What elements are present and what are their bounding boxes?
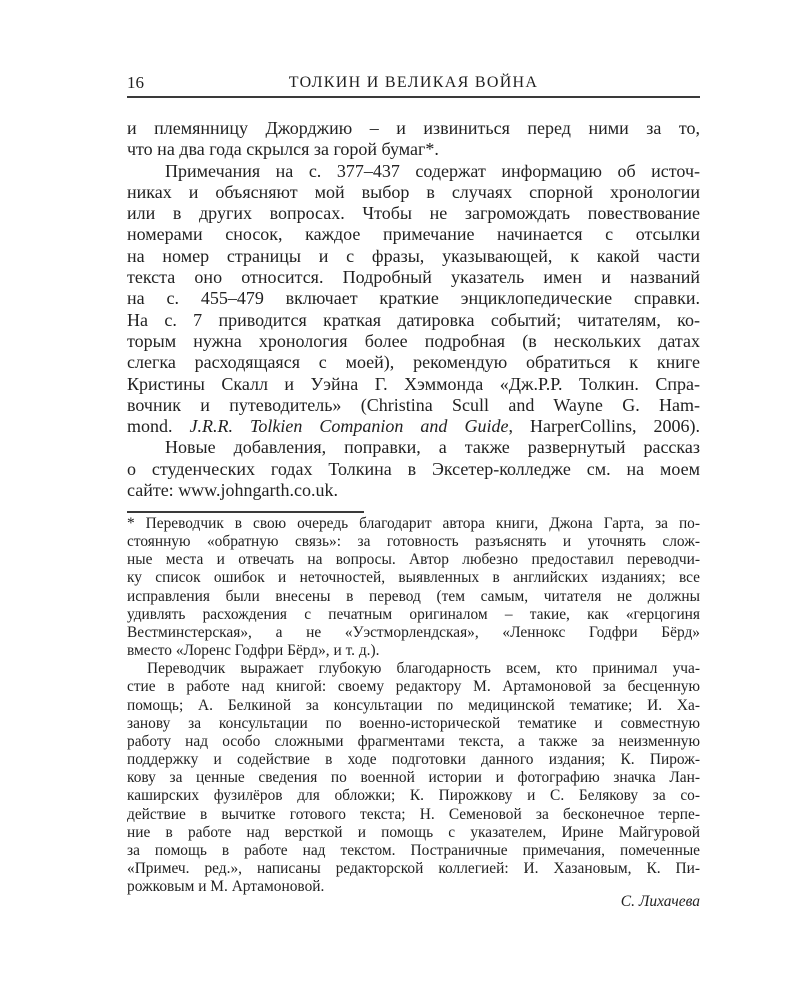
text-line: каширских фузилёров для обложки; К. Пирожкову и С. Белякову за со- bbox=[127, 787, 700, 805]
text-line: и племянницу Джорджию – и извиниться перед ними за то, bbox=[127, 118, 700, 138]
text-line: занову за консультации по военно-исторической тематике и совместную bbox=[127, 714, 700, 732]
text-line: действие в вычитке готового текста; Н. Семеновой за бесконечное терпе- bbox=[127, 805, 700, 823]
translator-signature: С. Лихачева bbox=[620, 893, 700, 910]
text-line: торым нужна хронология более подробная (в нескольких датах bbox=[127, 330, 700, 351]
text-line: поддержку и содействие в ходе подготовки данного издания; К. Пирож- bbox=[127, 751, 700, 769]
text-line: Переводчик выражает глубокую благодарность всем, кто принимал уча- bbox=[147, 660, 700, 678]
text-line: ние в работе над версткой и помощь с указателем, Ирине Майгуровой bbox=[127, 823, 700, 841]
text-line: кову за ценные сведения по военной истории и фотографию значка Лан- bbox=[127, 769, 700, 787]
text-line: исправления были внесены в перевод (тем самым, читателя не должны bbox=[127, 587, 700, 605]
footnote-text bbox=[127, 515, 700, 896]
text-line: Кристины Скалл и Уэйна Г. Хэммонда «Дж.Р.Р. Толкин. Спра- bbox=[127, 373, 700, 394]
text-line: о студенческих годах Толкина в Эксетер-колледже см. на моем bbox=[127, 458, 700, 479]
text-line: что на два года скрылся за горой бумаг*. bbox=[127, 139, 439, 160]
text-line: стоянную «обратную связь»: за готовность разъяснять и уточнять слож- bbox=[127, 533, 700, 551]
text-line: Примечания на с. 377–437 содержат информацию об источ- bbox=[165, 160, 700, 181]
text-line: на номер страницы и с фразы, указывающей, к какой части bbox=[127, 245, 700, 266]
page-header bbox=[127, 72, 700, 94]
text-line: никах и объясняют мой выбор в случаях спорной хронологии bbox=[127, 181, 700, 202]
text-line: ку список ошибок и неточностей, выявленных в английских изданиях; все bbox=[127, 569, 700, 587]
text-line: ные места и отвечать на вопросы. Автор любезно предоставил переводчи- bbox=[127, 551, 700, 569]
text-line: или в других вопросах. Чтобы не загромождать повествование bbox=[127, 203, 700, 224]
text-line: Вестминстерская», а не «Уэстморлендская», «Леннокс Годфри Бёрд» bbox=[127, 623, 700, 641]
text-line: mond. J.R.R. Tolkien Companion and Guide, HarperCollins, 2006). bbox=[127, 416, 700, 437]
running-title: ТОЛКИН И ВЕЛИКАЯ ВОЙНА bbox=[288, 74, 539, 91]
text-line: вместо «Лоренс Годфри Бёрд», и т. д.). bbox=[127, 642, 380, 660]
text-line: * Переводчик в свою очередь благодарит автора книги, Джона Гарта, за по- bbox=[127, 515, 700, 532]
footnote-separator bbox=[127, 511, 364, 513]
text-line: слегка расходящаяся с моей), рекомендую обратиться к книге bbox=[127, 352, 700, 373]
text-line: стие в работе над книгой: своему редактору М. Артамоновой за бесценную bbox=[127, 678, 700, 696]
text-line: На с. 7 приводится краткая датировка событий; читателям, ко- bbox=[127, 309, 700, 330]
text-line: рожковым и М. Артамоновой. bbox=[127, 878, 325, 896]
text-line: «Примеч. ред.», написаны редакторской коллегией: И. Хазановым, К. Пи- bbox=[127, 859, 700, 877]
text-line: сайте: www.johngarth.co.uk. bbox=[127, 480, 338, 501]
body-text bbox=[127, 118, 700, 501]
text-line: удивлять расхождения с печатным оригиналом – такие, как «герцогиня bbox=[127, 605, 700, 623]
text-line: номерами сносок, каждое примечание начинается с отсылки bbox=[127, 224, 700, 245]
text-line: Новые добавления, поправки, а также развернутый рассказ bbox=[165, 437, 700, 458]
text-line: на с. 455–479 включает краткие энциклопедические справки. bbox=[127, 288, 700, 309]
text-line: за помощь в работе над текстом. Постраничные примечания, помеченные bbox=[127, 841, 700, 859]
header-rule bbox=[127, 96, 700, 98]
text-line: вочник и путеводитель» (Christina Scull and Wayne G. Ham- bbox=[127, 394, 700, 415]
text-line: помощь; А. Белкиной за консультации по медицинской тематике; И. Ха- bbox=[127, 696, 700, 714]
text-line: текста оно относится. Подробный указатель имен и названий bbox=[127, 267, 700, 288]
page-number: 16 bbox=[127, 73, 144, 92]
text-line: работу над особо сложными фрагментами текста, а также за неизменную bbox=[127, 732, 700, 750]
